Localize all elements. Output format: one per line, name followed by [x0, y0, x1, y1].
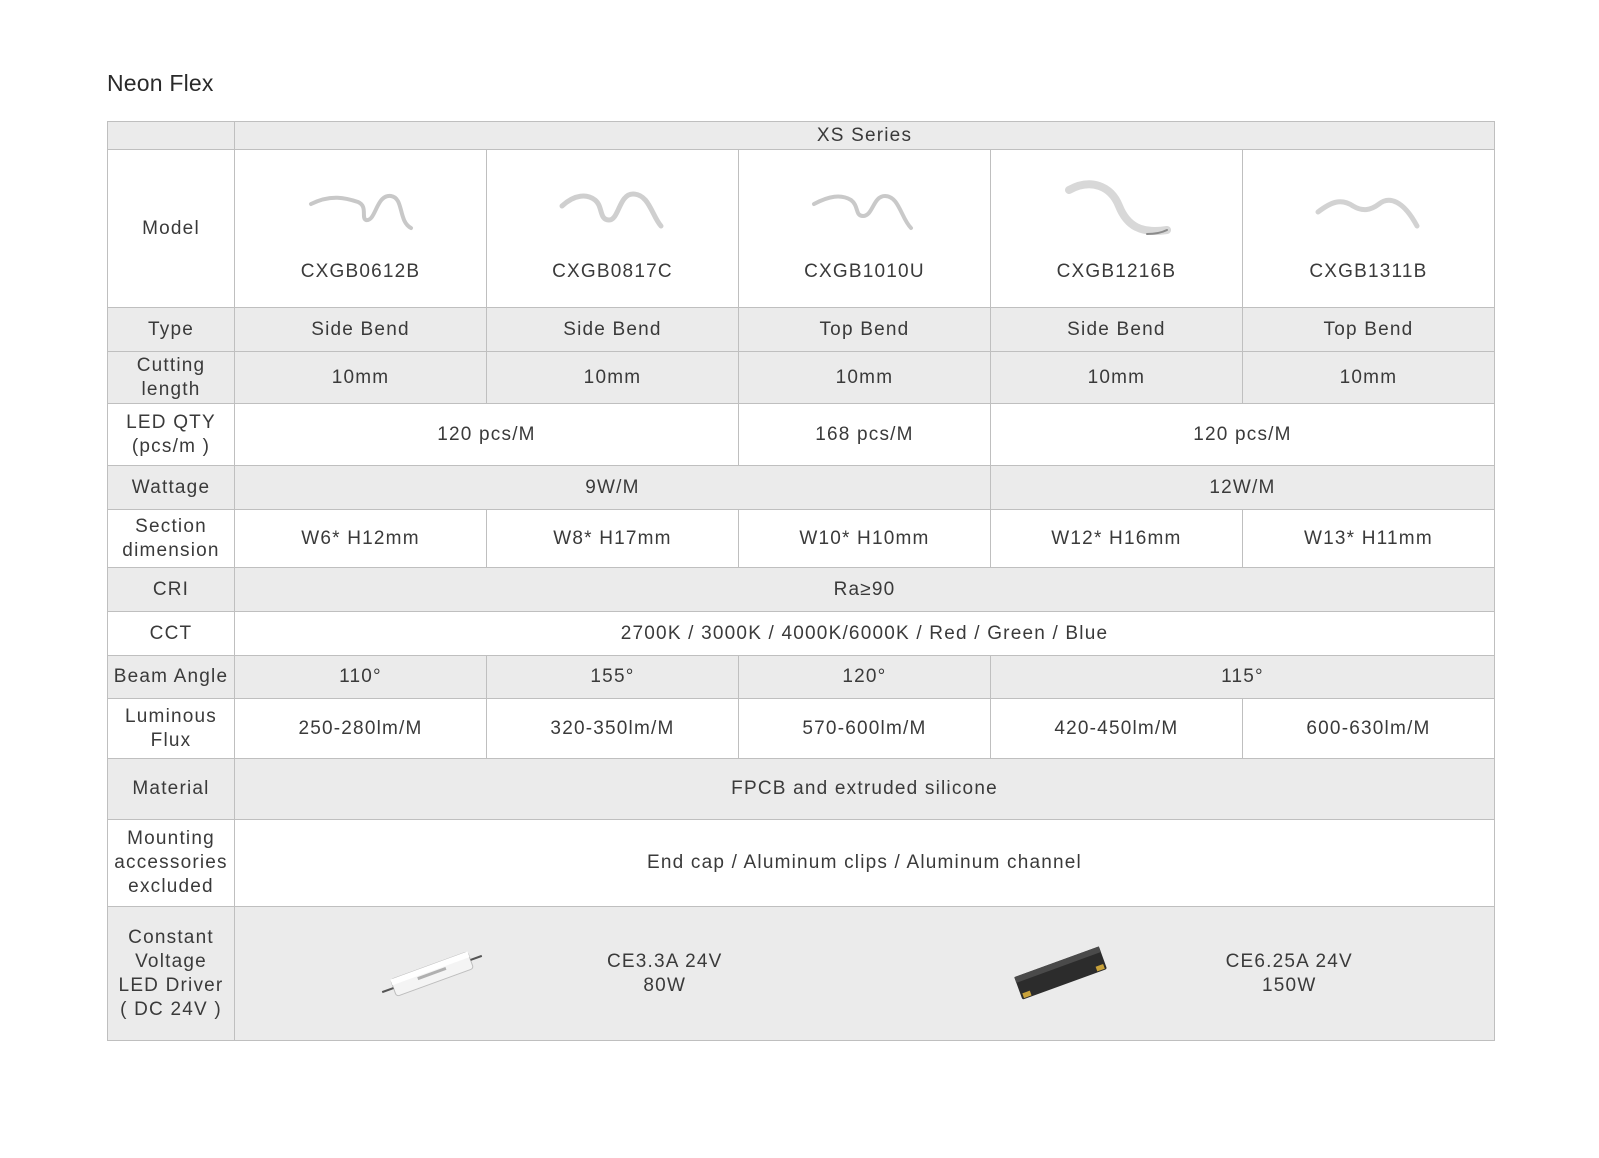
section-dimension-label: Section dimension — [108, 510, 235, 568]
type-value: Side Bend — [990, 308, 1242, 352]
material-label: Material — [108, 759, 235, 820]
cutting-length-value: 10mm — [486, 352, 738, 404]
type-value: Top Bend — [1242, 308, 1494, 352]
model-cell — [738, 150, 990, 308]
table-row — [108, 820, 1495, 907]
cutting-length-value: 10mm — [1242, 352, 1494, 404]
section-dimension-value: W13* H11mm — [1242, 510, 1494, 568]
wattage-value: 9W/M — [235, 466, 991, 510]
cri-label: CRI — [108, 568, 235, 612]
header-empty-cell — [108, 122, 235, 150]
luminous-flux-label: Luminous Flux — [108, 699, 235, 759]
model-cell — [990, 150, 1242, 308]
led-qty-value: 120 pcs/M — [235, 404, 739, 466]
neon-strip-icon — [809, 176, 919, 246]
page-title: Neon Flex — [107, 70, 214, 96]
neon-strip-icon — [306, 176, 416, 246]
beam-angle-label: Beam Angle — [108, 656, 235, 699]
series-header: XS Series — [235, 122, 1495, 150]
driver-group — [865, 907, 1494, 1040]
mounting-value: End cap / Aluminum clips / Aluminum channel — [235, 820, 1495, 907]
cri-value: Ra≥90 — [235, 568, 1495, 612]
model-name: CXGB1216B — [1056, 260, 1177, 282]
section-dimension-value: W8* H17mm — [486, 510, 738, 568]
table-row — [108, 656, 1495, 699]
material-value: FPCB and extruded silicone — [235, 759, 1495, 820]
led-qty-value: 168 pcs/M — [738, 404, 990, 466]
spec-table — [107, 121, 1495, 1041]
driver-spec: CE6.25A 24V 150W — [1225, 950, 1353, 996]
table-row — [108, 612, 1495, 656]
section-dimension-value: W12* H16mm — [990, 510, 1242, 568]
cct-label: CCT — [108, 612, 235, 656]
table-row — [108, 466, 1495, 510]
section-dimension-value: W10* H10mm — [738, 510, 990, 568]
beam-angle-value: 155° — [486, 656, 738, 699]
white-driver-icon — [377, 939, 487, 1009]
led-qty-value: 120 pcs/M — [990, 404, 1494, 466]
table-row — [108, 699, 1495, 759]
table-row — [108, 150, 1495, 308]
neon-strip-icon — [557, 176, 667, 246]
luminous-flux-value: 320-350lm/M — [486, 699, 738, 759]
beam-angle-value: 120° — [738, 656, 990, 699]
luminous-flux-value: 570-600lm/M — [738, 699, 990, 759]
type-label: Type — [108, 308, 235, 352]
model-name: CXGB0612B — [300, 260, 421, 282]
led-qty-label: LED QTY (pcs/m ) — [108, 404, 235, 466]
table-row — [108, 308, 1495, 352]
model-name: CXGB1311B — [1309, 260, 1428, 282]
type-value: Side Bend — [235, 308, 487, 352]
cutting-length-value: 10mm — [738, 352, 990, 404]
cutting-length-label: Cutting length — [108, 352, 235, 404]
cutting-length-value: 10mm — [990, 352, 1242, 404]
table-row — [108, 404, 1495, 466]
model-cell — [486, 150, 738, 308]
driver-cell — [235, 907, 1495, 1041]
table-row — [108, 759, 1495, 820]
driver-label: Constant Voltage LED Driver ( DC 24V ) — [108, 907, 235, 1041]
table-row — [108, 568, 1495, 612]
table-row — [108, 510, 1495, 568]
luminous-flux-value: 250-280lm/M — [235, 699, 487, 759]
black-driver-icon — [1006, 939, 1116, 1009]
model-label: Model — [108, 150, 235, 308]
neon-strip-icon — [1313, 176, 1423, 246]
driver-group — [235, 907, 864, 1040]
table-row — [108, 907, 1495, 1041]
type-value: Top Bend — [738, 308, 990, 352]
cutting-length-value: 10mm — [235, 352, 487, 404]
luminous-flux-value: 600-630lm/M — [1242, 699, 1494, 759]
model-name: CXGB0817C — [552, 260, 673, 282]
neon-strip-icon — [1061, 176, 1171, 246]
section-dimension-value: W6* H12mm — [235, 510, 487, 568]
beam-angle-value: 110° — [235, 656, 487, 699]
driver-spec: CE3.3A 24V 80W — [606, 950, 723, 996]
table-row — [108, 352, 1495, 404]
beam-angle-value: 115° — [990, 656, 1494, 699]
model-cell — [235, 150, 487, 308]
wattage-label: Wattage — [108, 466, 235, 510]
luminous-flux-value: 420-450lm/M — [990, 699, 1242, 759]
type-value: Side Bend — [486, 308, 738, 352]
cct-value: 2700K / 3000K / 4000K/6000K / Red / Green / Blue — [235, 612, 1495, 656]
table-row — [108, 122, 1495, 150]
model-cell — [1242, 150, 1494, 308]
mounting-label: Mounting accessories excluded — [108, 820, 235, 907]
wattage-value: 12W/M — [990, 466, 1494, 510]
model-name: CXGB1010U — [804, 260, 925, 282]
